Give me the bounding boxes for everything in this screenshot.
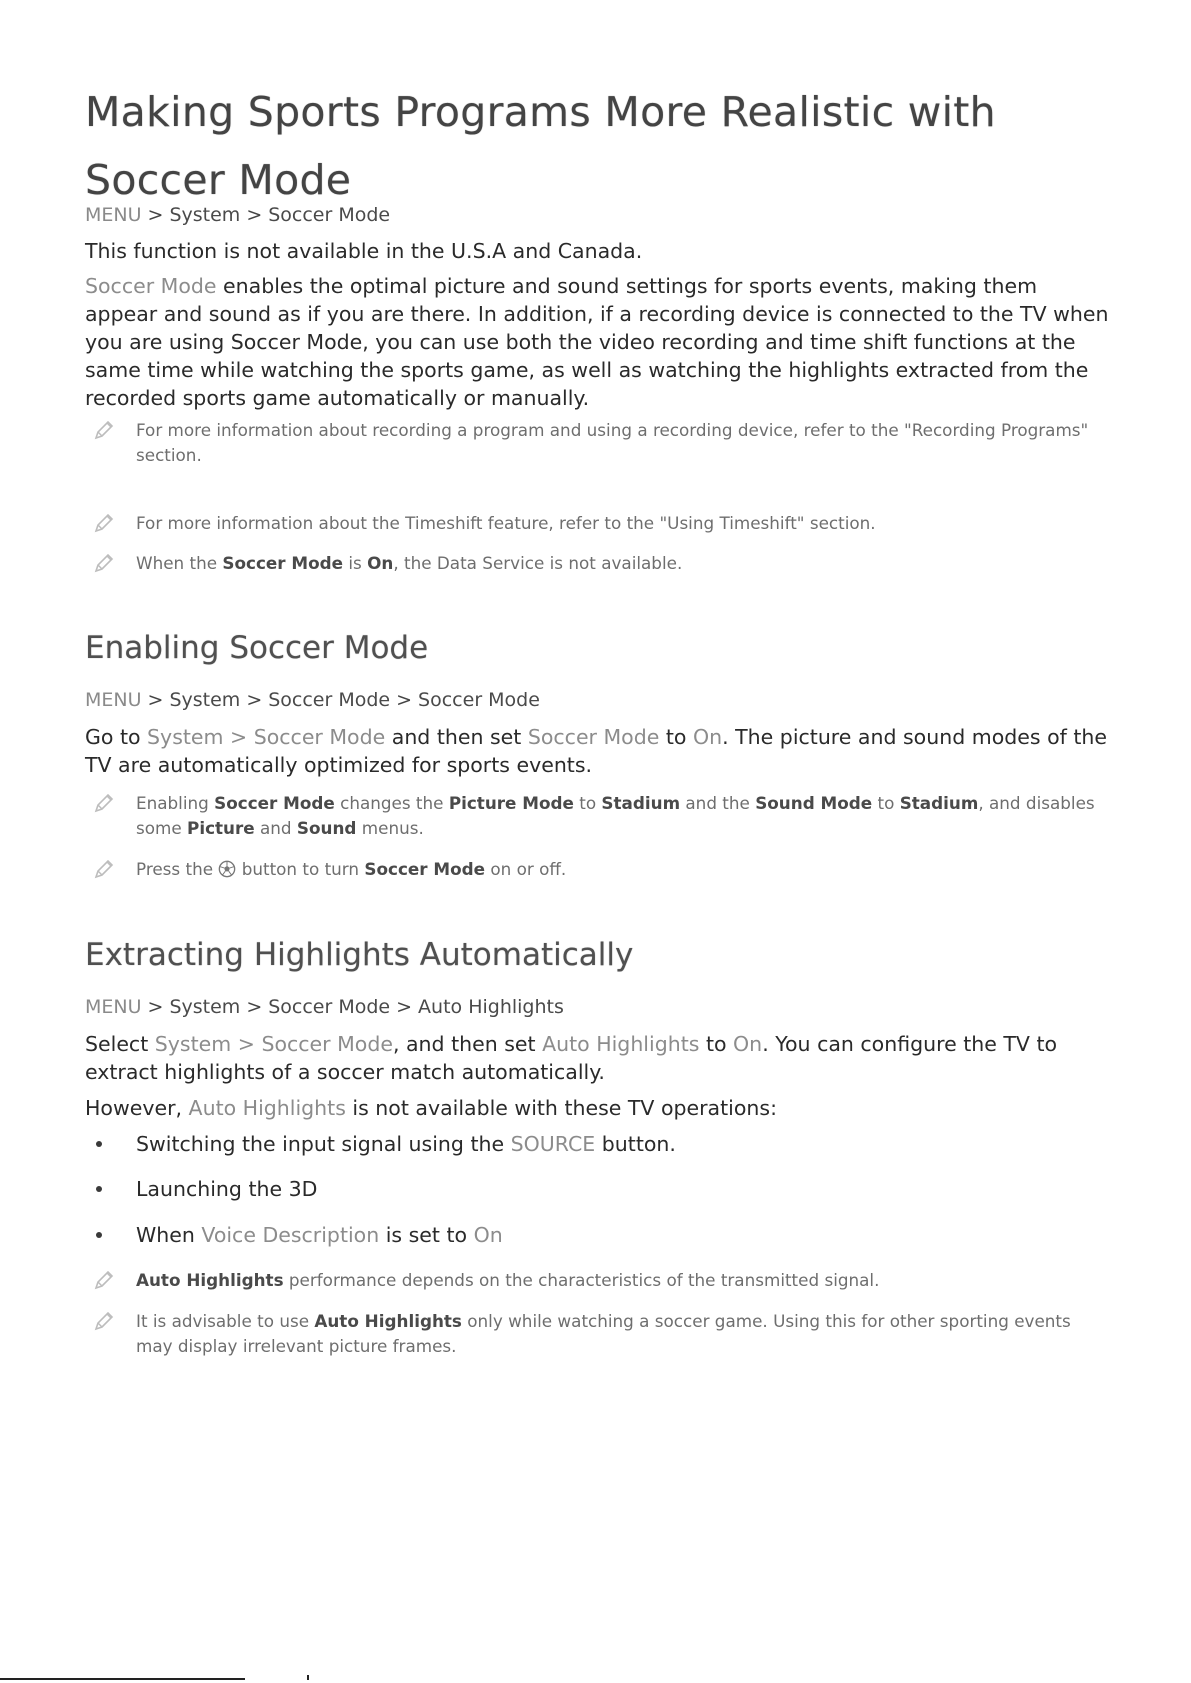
note-recording: For more information about recording a program and using a recording device, refer to the "Recording Programs" section. xyxy=(92,418,1112,468)
highlights-body: Select System > Soccer Mode, and then set Auto Highlights to On. You can configure the TV to extract highlights of a soccer match automatically. xyxy=(85,1032,1058,1084)
path-soccer-mode: Soccer Mode xyxy=(268,204,391,226)
availability-text: This function is not available in the U.S.A and Canada. xyxy=(85,239,643,263)
note-timeshift: For more information about the Timeshift feature, refer to the "Using Timeshift" section. xyxy=(92,511,1112,536)
bullet-dot xyxy=(96,1141,102,1147)
pencil-note-icon xyxy=(92,511,116,535)
pencil-note-icon xyxy=(92,418,116,442)
however-text: However, Auto Highlights is not available with these TV operations: xyxy=(85,1096,777,1120)
note-signal: Auto Highlights performance depends on the characteristics of the transmitted signal. xyxy=(92,1268,1112,1293)
note-enabling-changes: Enabling Soccer Mode changes the Picture Mode to Stadium and the Sound Mode to Stadium, and disables some Picture and Sound menus. xyxy=(92,791,1112,841)
pencil-note-icon xyxy=(92,791,116,815)
page-title: Making Sports Programs More Realistic with Soccer Mode xyxy=(85,88,996,204)
heading-enabling: Enabling Soccer Mode xyxy=(85,630,429,666)
intro-description: Soccer Mode enables the optimal picture and sound settings for sports events, making them appear and sound as if you are there. In addition, if a recording device is connected to the TV when you are using Soccer Mode, you can use both the video recording and time shift functions at the same time while watching the sports game, as well as watching the highlights extracted from the recorded sports game automatically or manually. xyxy=(85,274,1109,410)
menu-path-highlights: MENU > System > Soccer Mode > Auto Highlights xyxy=(85,996,564,1018)
list-item: Switching the input signal using the SOURCE button. xyxy=(96,1130,1096,1158)
pencil-note-icon xyxy=(92,1268,116,1292)
note-soccer-button: Press the button to turn Soccer Mode on or off. xyxy=(92,857,1112,882)
note-data-service: When the Soccer Mode is On, the Data Service is not available. xyxy=(92,551,1112,576)
pencil-note-icon xyxy=(92,551,116,575)
footer-tick xyxy=(307,1675,309,1680)
heading-highlights: Extracting Highlights Automatically xyxy=(85,937,634,973)
bullet-dot xyxy=(96,1232,102,1238)
list-item: When Voice Description is set to On xyxy=(96,1221,1096,1249)
enabling-body: Go to System > Soccer Mode and then set Soccer Mode to On. The picture and sound modes of the TV are automatically optimized for sports events. xyxy=(85,725,1107,777)
footer-rule xyxy=(0,1678,245,1680)
pencil-note-icon xyxy=(92,1309,116,1333)
soccer-ball-button-icon xyxy=(218,860,236,878)
menu-path-intro: MENU > System > Soccer Mode xyxy=(85,204,391,226)
menu-path-enable: MENU > System > Soccer Mode > Soccer Mode xyxy=(85,689,540,711)
path-menu: MENU xyxy=(85,204,142,226)
pencil-note-icon xyxy=(92,857,116,881)
path-system: System xyxy=(169,204,241,226)
list-item: Launching the 3D xyxy=(96,1175,1096,1203)
soccer-mode-term: Soccer Mode xyxy=(85,274,217,298)
bullet-dot xyxy=(96,1186,102,1192)
note-advisable: It is advisable to use Auto Highlights only while watching a soccer game. Using this for other sporting events may display irrelevant picture frames. xyxy=(92,1309,1112,1359)
